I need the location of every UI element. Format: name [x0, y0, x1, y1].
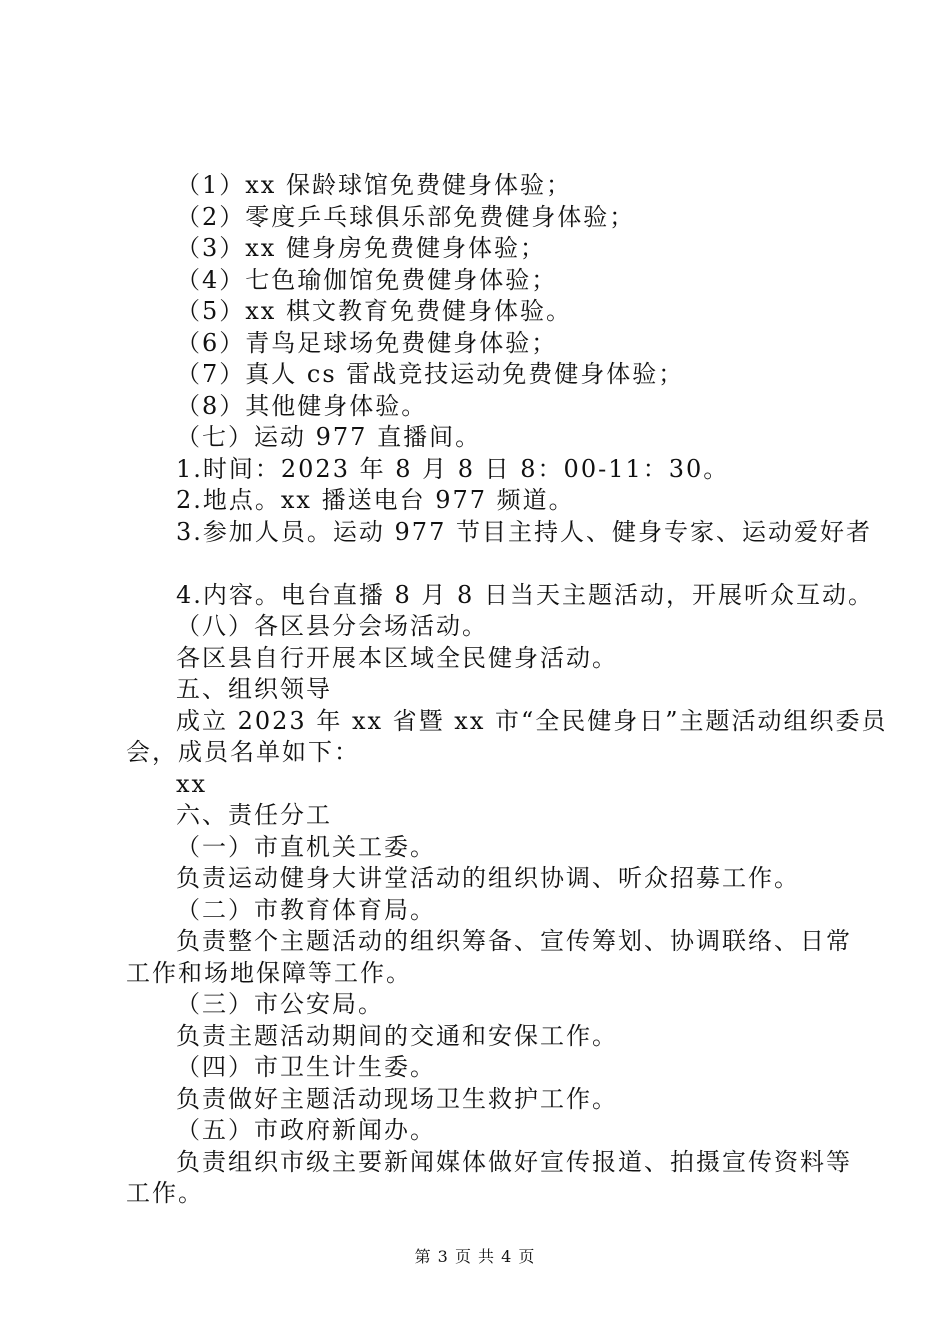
- section-heading: （八）各区县分会场活动。: [176, 612, 488, 640]
- paragraph-line: 1.时间：2023 年 8 月 8 日 8：00-11：30。: [176, 454, 730, 483]
- list-item: （1）xx 保龄球馆免费健身体验；: [176, 171, 572, 199]
- section-heading: 五、组织领导: [176, 675, 332, 703]
- list-item: （7）真人 cs 雷战竞技运动免费健身体验；: [176, 360, 685, 388]
- paragraph-line: 3.参加人员。运动 977 节目主持人、健身专家、运动爱好者: [176, 517, 872, 546]
- list-item: （5）xx 棋文教育免费健身体验。: [176, 297, 572, 325]
- paragraph-line: 负责主题活动期间的交通和安保工作。: [176, 1021, 618, 1050]
- section-heading: 六、责任分工: [176, 801, 332, 829]
- list-item: （4）七色瑜伽馆免费健身体验；: [176, 265, 558, 294]
- list-item: （3）xx 健身房免费健身体验；: [176, 234, 546, 262]
- paragraph-line: 会，成员名单如下：: [126, 738, 360, 766]
- paragraph-line: 负责运动健身大讲堂活动的组织协调、听众招募工作。: [176, 864, 800, 892]
- section-heading: （七）运动 977 直播间。: [176, 423, 482, 451]
- paragraph-line: 工作和场地保障等工作。: [126, 958, 412, 987]
- paragraph-line: 负责组织市级主要新闻媒体做好宣传报道、拍摄宣传资料等: [176, 1147, 852, 1176]
- paragraph-line: 负责做好主题活动现场卫生救护工作。: [176, 1084, 618, 1113]
- list-item: （6）青鸟足球场免费健身体验；: [176, 328, 558, 357]
- blank-line: [126, 548, 834, 580]
- paragraph-line: xx: [176, 769, 208, 798]
- page-footer: 第 3 页 共 4 页: [414, 1247, 536, 1266]
- list-item: （2）零度乒乓球俱乐部免费健身体验；: [176, 202, 636, 231]
- section-heading: （三）市公安局。: [176, 990, 384, 1018]
- section-heading: （一）市直机关工委。: [176, 832, 436, 861]
- section-heading: （四）市卫生计生委。: [176, 1053, 436, 1081]
- section-heading: （五）市政府新闻办。: [176, 1116, 436, 1144]
- paragraph-line: 负责整个主题活动的组织筹备、宣传筹划、协调联络、日常: [176, 927, 852, 955]
- paragraph-line: 4.内容。电台直播 8 月 8 日当天主题活动，开展听众互动。: [176, 580, 874, 609]
- section-heading: （二）市教育体育局。: [176, 895, 436, 924]
- paragraph-line: 2.地点。xx 播送电台 977 频道。: [176, 486, 575, 514]
- document-body: [126, 170, 888, 1210]
- paragraph-line: 各区县自行开展本区域全民健身活动。: [176, 643, 618, 672]
- paragraph-line: 成立 2023 年 xx 省暨 xx 市“全民健身日”主题活动组织委员: [176, 706, 888, 735]
- paragraph-line: 工作。: [126, 1179, 204, 1207]
- list-item: （8）其他健身体验。: [176, 391, 428, 420]
